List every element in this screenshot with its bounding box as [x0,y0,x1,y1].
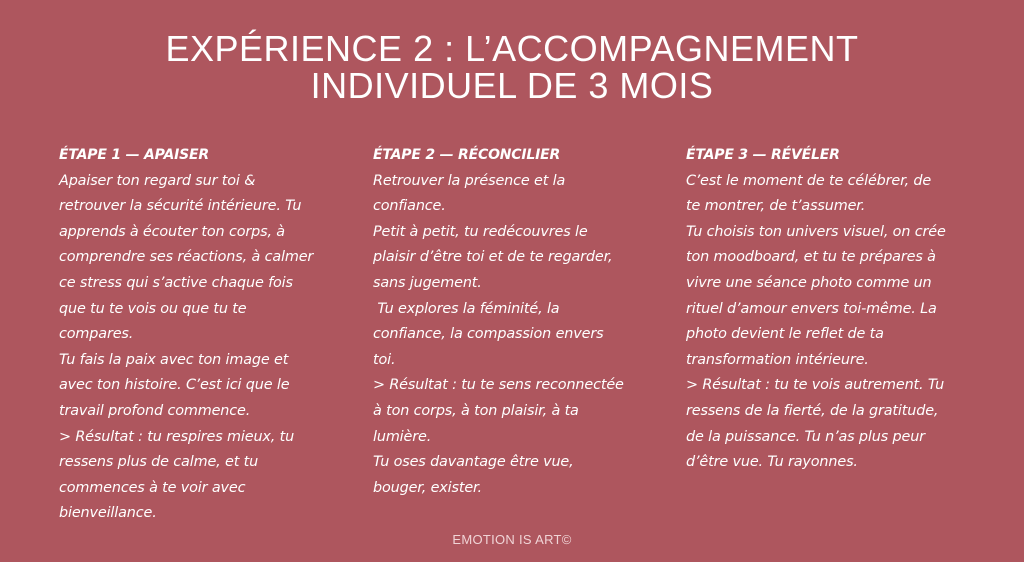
step-2-line: toi. [373,351,396,368]
step-1-line: compares. [59,326,134,343]
step-3-line: vivre une séance photo comme un [686,274,932,291]
step-1-line: commences à te voir avec [59,479,246,496]
step-1-line: Apaiser ton regard sur toi & [59,172,256,189]
step-2-line: Retrouver la présence et la [373,172,566,189]
step-1-line: apprends à écouter ton corps, à [59,223,285,240]
step-1-column [59,143,349,527]
page-title [0,30,1024,104]
step-3-line: de la puissance. Tu n’as plus peur [686,428,925,445]
step-1-line: > Résultat : tu respires mieux, tu [59,428,295,445]
step-2-line: à ton corps, à ton plaisir, à ta [373,402,579,419]
step-1-line: avec ton histoire. C’est ici que le [59,377,290,394]
step-1-line: ce stress qui s’active chaque fois [59,274,293,291]
step-1-line: comprendre ses réactions, à calmer [59,249,314,266]
step-3-line: d’être vue. Tu rayonnes. [686,454,858,471]
step-2-line: confiance. [373,198,446,215]
page-title-line-2: INDIVIDUEL DE 3 MOIS [310,65,714,106]
step-3-column [686,143,976,476]
step-2-line: confiance, la compassion envers [373,326,604,343]
step-2-line: plaisir d’être toi et de te regarder, [373,249,613,266]
step-3-body [686,169,976,476]
step-2-body [373,169,663,502]
step-3-line: photo devient le reflet de ta [686,326,884,343]
step-2-line: lumière. [373,428,432,445]
step-1-line: que tu te vois ou que tu te [59,300,247,317]
step-2-line: > Résultat : tu te sens reconnectée [373,377,624,394]
step-1-line: Tu fais la paix avec ton image et [59,351,289,368]
step-2-column [373,143,663,501]
step-1-line: retrouver la sécurité intérieure. Tu [59,198,302,215]
step-3-line: transformation intérieure. [686,351,869,368]
step-3-line: ton moodboard, et tu te prépares à [686,249,936,266]
step-2-heading: ÉTAPE 2 — RÉCONCILIER [373,147,561,163]
step-3-line: > Résultat : tu te vois autrement. Tu [686,377,945,394]
step-1-heading: ÉTAPE 1 — APAISER [59,147,209,163]
step-3-line: rituel d’amour envers toi-même. La [686,300,937,317]
step-1-body [59,169,349,527]
step-3-line: te montrer, de t’assumer. [686,198,866,215]
step-2-line: Petit à petit, tu redécouvres le [373,223,588,240]
step-3-line: Tu choisis ton univers visuel, on crée [686,223,946,240]
step-3-heading: ÉTAPE 3 — RÉVÉLER [686,147,840,163]
page-title-line-1: EXPÉRIENCE 2 : L’ACCOMPAGNEMENT [165,28,859,69]
step-1-line: travail profond commence. [59,402,251,419]
step-1-line: ressens plus de calme, et tu [59,454,259,471]
step-2-line: sans jugement. [373,274,482,291]
step-3-line: ressens de la fierté, de la gratitude, [686,402,939,419]
step-2-line: bouger, exister. [373,479,482,496]
step-1-line: bienveillance. [59,505,157,522]
step-2-line: Tu explores la féminité, la [373,300,560,317]
step-2-line: Tu oses davantage être vue, [373,454,574,471]
step-3-line: C’est le moment de te célébrer, de [686,172,932,189]
footer-brand: EMOTION IS ART© [452,532,572,547]
